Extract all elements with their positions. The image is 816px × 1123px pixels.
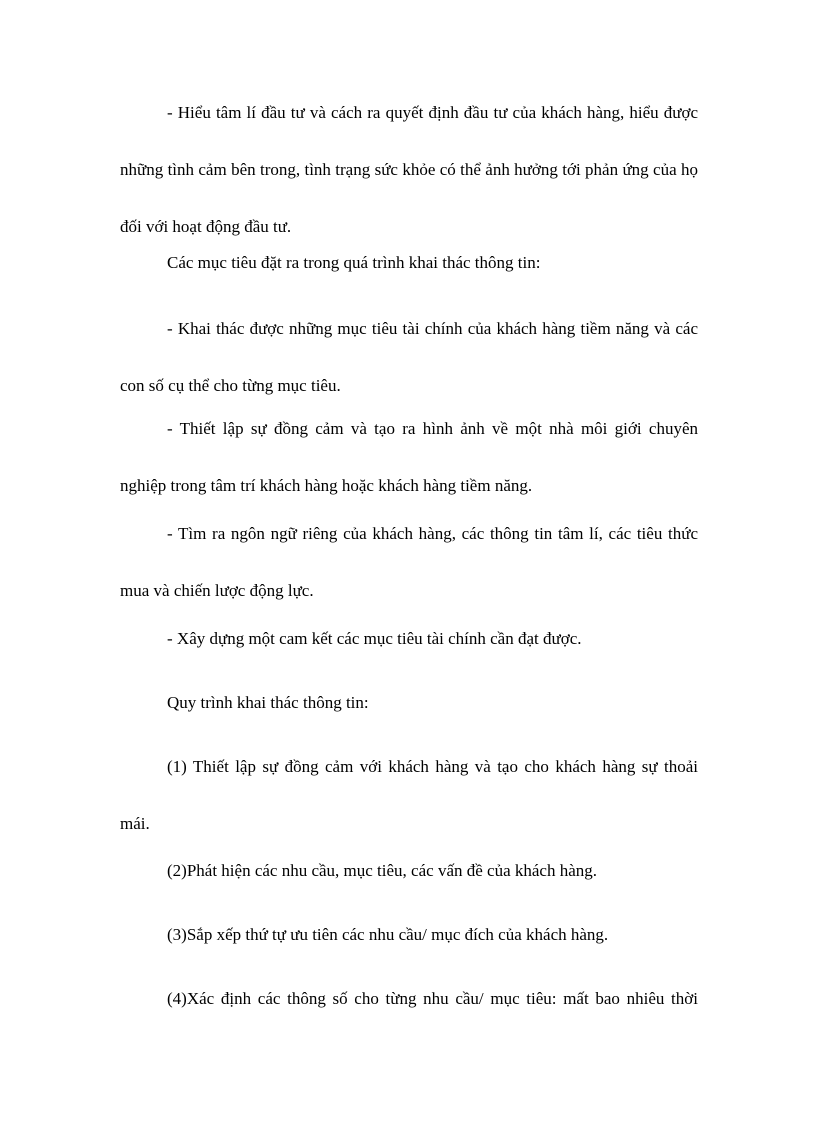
- paragraph-process-heading: Quy trình khai thác thông tin:: [167, 693, 369, 712]
- paragraph-step-2: (2)Phát hiện các nhu cầu, mục tiêu, các vấn đề của khách hàng.: [167, 861, 598, 880]
- paragraph-commitment: - Xây dựng một cam kết các mục tiêu tài chính cần đạt được.: [167, 629, 582, 648]
- paragraph-step-3: (3)Sắp xếp thứ tự ưu tiên các nhu cầu/ mục đích của khách hàng.: [167, 925, 609, 944]
- paragraph-step-4: (4)Xác định các thông số cho từng nhu cầu/ mục tiêu: mất bao nhiêu thời: [167, 989, 698, 1008]
- paragraph-goals-heading: Các mục tiêu đặt ra trong quá trình khai thác thông tin:: [167, 253, 541, 272]
- paragraph-step-1: (1) Thiết lập sự đồng cảm với khách hàng và tạo cho khách hàng sự thoải mái.: [120, 757, 698, 833]
- paragraph-investor-psychology: - Hiểu tâm lí đầu tư và cách ra quyết định đầu tư của khách hàng, hiểu được những tình cảm bên trong, tình trạng sức khỏe có thể ảnh hưởng tới phản ứng của họ đối với hoạt động đầu tư.: [120, 103, 698, 236]
- paragraph-client-language: - Tìm ra ngôn ngữ riêng của khách hàng, các thông tin tâm lí, các tiêu thức mua và chiến lược động lực.: [120, 524, 698, 600]
- paragraph-empathy-image: - Thiết lập sự đồng cảm và tạo ra hình ảnh về một nhà môi giới chuyên nghiệp trong tâm trí khách hàng hoặc khách hàng tiềm năng.: [120, 419, 698, 495]
- paragraph-financial-goals: - Khai thác được những mục tiêu tài chính của khách hàng tiềm năng và các con số cụ thể cho từng mục tiêu.: [120, 319, 698, 395]
